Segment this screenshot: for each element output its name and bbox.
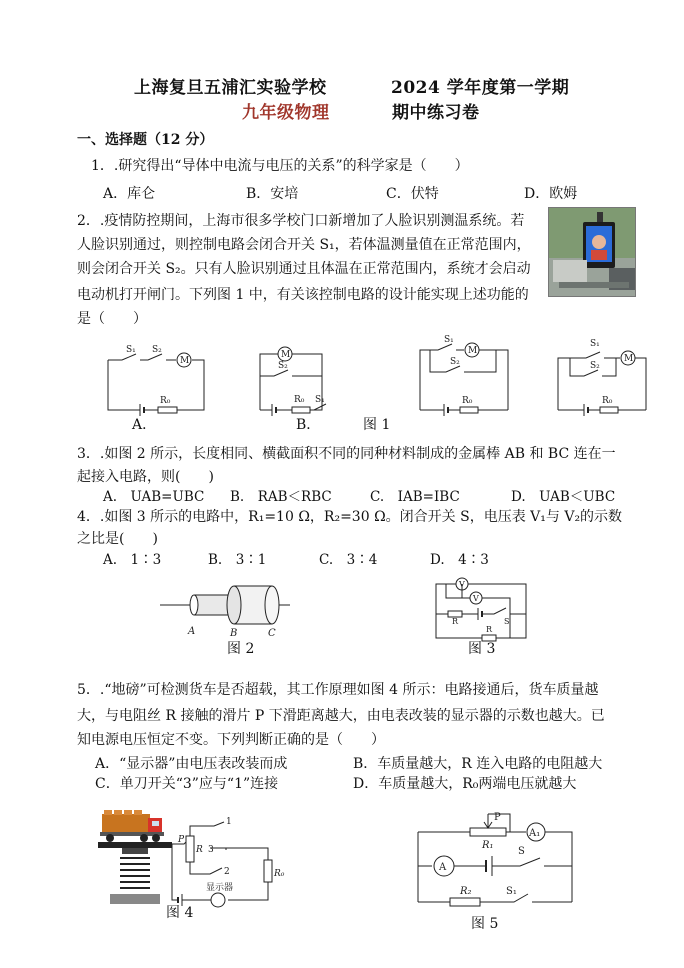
svg-text:R₂: R₂	[460, 886, 472, 897]
q4-option-b: B. 3∶1	[208, 552, 267, 568]
subject-title: 九年级物理	[242, 103, 330, 123]
svg-text:R: R	[196, 845, 203, 855]
figure-5-circuit	[410, 808, 580, 912]
q2-line-5: 是（ ）	[77, 311, 147, 327]
section-title: 一、选择题（12 分）	[77, 132, 214, 148]
svg-text:M: M	[180, 356, 190, 366]
svg-text:R₀: R₀	[602, 396, 613, 406]
svg-text:S₂: S₂	[152, 345, 162, 355]
term-title: 2024 学年度第一学期	[391, 78, 570, 98]
q5-option-c: C．单刀开关“3”应与“1”连接	[95, 776, 279, 792]
svg-text:S₂: S₂	[278, 361, 288, 371]
svg-text:M: M	[281, 350, 291, 360]
q2-line-3: 则会闭合开关 S₂。只有人脸识别通过且体温在正常范围内，系统才会启动	[77, 261, 531, 277]
q4-option-c: C. 3∶4	[319, 552, 378, 568]
display-label: 显示器	[206, 883, 234, 893]
q2-line-2: 人脸识别通过，则控制电路会闭合开关 S₁，若体温测量值在正常范围内，	[77, 237, 531, 253]
q1-option-b: B．安培	[246, 186, 299, 202]
svg-text:B: B	[230, 628, 238, 638]
svg-text:2: 2	[224, 867, 230, 877]
svg-text:3: 3	[208, 845, 214, 855]
face-recognition-photo	[548, 207, 636, 297]
q3-option-b: B. RAB＜RBC	[230, 489, 332, 505]
q1-option-a: A．库仑	[103, 186, 156, 202]
svg-text:S₁: S₁	[315, 395, 325, 405]
q3-line-1: 3．.如图 2 所示，长度相同、横截面积不同的同种材料制成的金属棒 AB 和 BC 连在一	[77, 446, 616, 462]
svg-text:S: S	[518, 846, 525, 857]
q2-option-b-label: B．	[296, 417, 321, 433]
q5-line-3: 知电源电压恒定不变。下列判断正确的是（ ）	[77, 732, 385, 748]
q5-option-a: A．“显示器”由电压表改装而成	[95, 756, 288, 772]
svg-text:R: R	[486, 625, 493, 634]
exam-title: 期中练习卷	[392, 103, 480, 123]
figure-1-caption: 图 1	[363, 417, 391, 433]
svg-text:C: C	[268, 628, 276, 638]
q2-line-1: 2．.疫情防控期间，上海市很多学校门口新增加了人脸识别测温系统。若	[77, 213, 525, 229]
svg-text:M: M	[468, 346, 478, 356]
svg-text:R₀: R₀	[294, 395, 305, 405]
svg-text:R₀: R₀	[274, 869, 285, 879]
svg-text:S₁: S₁	[590, 339, 600, 349]
svg-text:A: A	[439, 862, 447, 873]
q1-stem: 1．.研究得出“导体中电流与电压的关系”的科学家是（ ）	[91, 158, 469, 174]
svg-text:S₂: S₂	[590, 361, 600, 371]
svg-text:S₁: S₁	[444, 335, 454, 345]
q4-line-1: 4．.如图 3 所示的电路中，R₁=10 Ω，R₂=30 Ω。闭合开关 S，电压表 V₁与 V₂的示数	[77, 509, 623, 525]
q4-line-2: 之比是( )	[77, 531, 158, 547]
figure-4-caption: 图 4	[166, 905, 194, 921]
svg-text:R₁: R₁	[482, 840, 494, 851]
figure-2-metal-rods	[160, 578, 290, 638]
figure-5-caption: 图 5	[471, 916, 499, 932]
svg-text:A: A	[188, 626, 196, 637]
svg-text:S₁: S₁	[506, 886, 517, 897]
svg-text:S₂: S₂	[450, 357, 460, 367]
svg-text:P: P	[494, 812, 501, 823]
svg-text:R₀: R₀	[160, 396, 171, 406]
q2-line-4: 电动机打开闸门。下列图 1 中，有关该控制电路的设计能实现上述功能的	[77, 287, 529, 303]
figure-4-weighbridge	[98, 808, 288, 916]
svg-text:S₁: S₁	[126, 345, 136, 355]
q3-option-a: A. UAB=UBC	[103, 489, 205, 505]
q1-option-d: D．欧姆	[524, 186, 578, 202]
svg-text:V: V	[473, 594, 479, 603]
figure-3-circuit	[432, 574, 532, 642]
svg-text:S: S	[504, 617, 510, 626]
q5-option-b: B．车质量越大，R 连入电路的电阻越大	[353, 756, 603, 772]
q5-line-2: 大，与电阻丝 R 接触的滑片 P 下滑距离越大，由电表改装的显示器的示数也越大。已	[77, 708, 605, 724]
q3-option-c: C. IAB=IBC	[370, 489, 460, 505]
svg-text:P: P	[178, 835, 185, 845]
svg-text:1: 1	[226, 817, 232, 827]
q4-option-a: A. 1∶3	[103, 552, 162, 568]
q2-option-a-label: A．	[132, 417, 157, 433]
svg-text:V: V	[459, 580, 465, 589]
q5-option-d: D．车质量越大，R₀两端电压就越大	[353, 776, 577, 792]
svg-text:R: R	[452, 617, 459, 626]
svg-text:A₁: A₁	[529, 828, 541, 839]
q1-option-c: C．伏特	[386, 186, 439, 202]
figure-3-caption: 图 3	[468, 641, 496, 657]
figure-2-caption: 图 2	[227, 641, 255, 657]
q3-option-d: D. UAB＜UBC	[511, 489, 616, 505]
svg-text:M: M	[624, 354, 634, 364]
truck-icon	[100, 810, 164, 842]
svg-text:R₀: R₀	[462, 396, 473, 406]
q3-line-2: 起接入电路，则( )	[77, 469, 214, 485]
school-name: 上海复旦五浦汇实验学校	[134, 78, 327, 98]
q4-option-d: D. 4∶3	[430, 552, 489, 568]
q5-line-1: 5．.“地磅”可检测货车是否超载，其工作原理如图 4 所示：电路接通后，货车质量越	[77, 682, 599, 698]
